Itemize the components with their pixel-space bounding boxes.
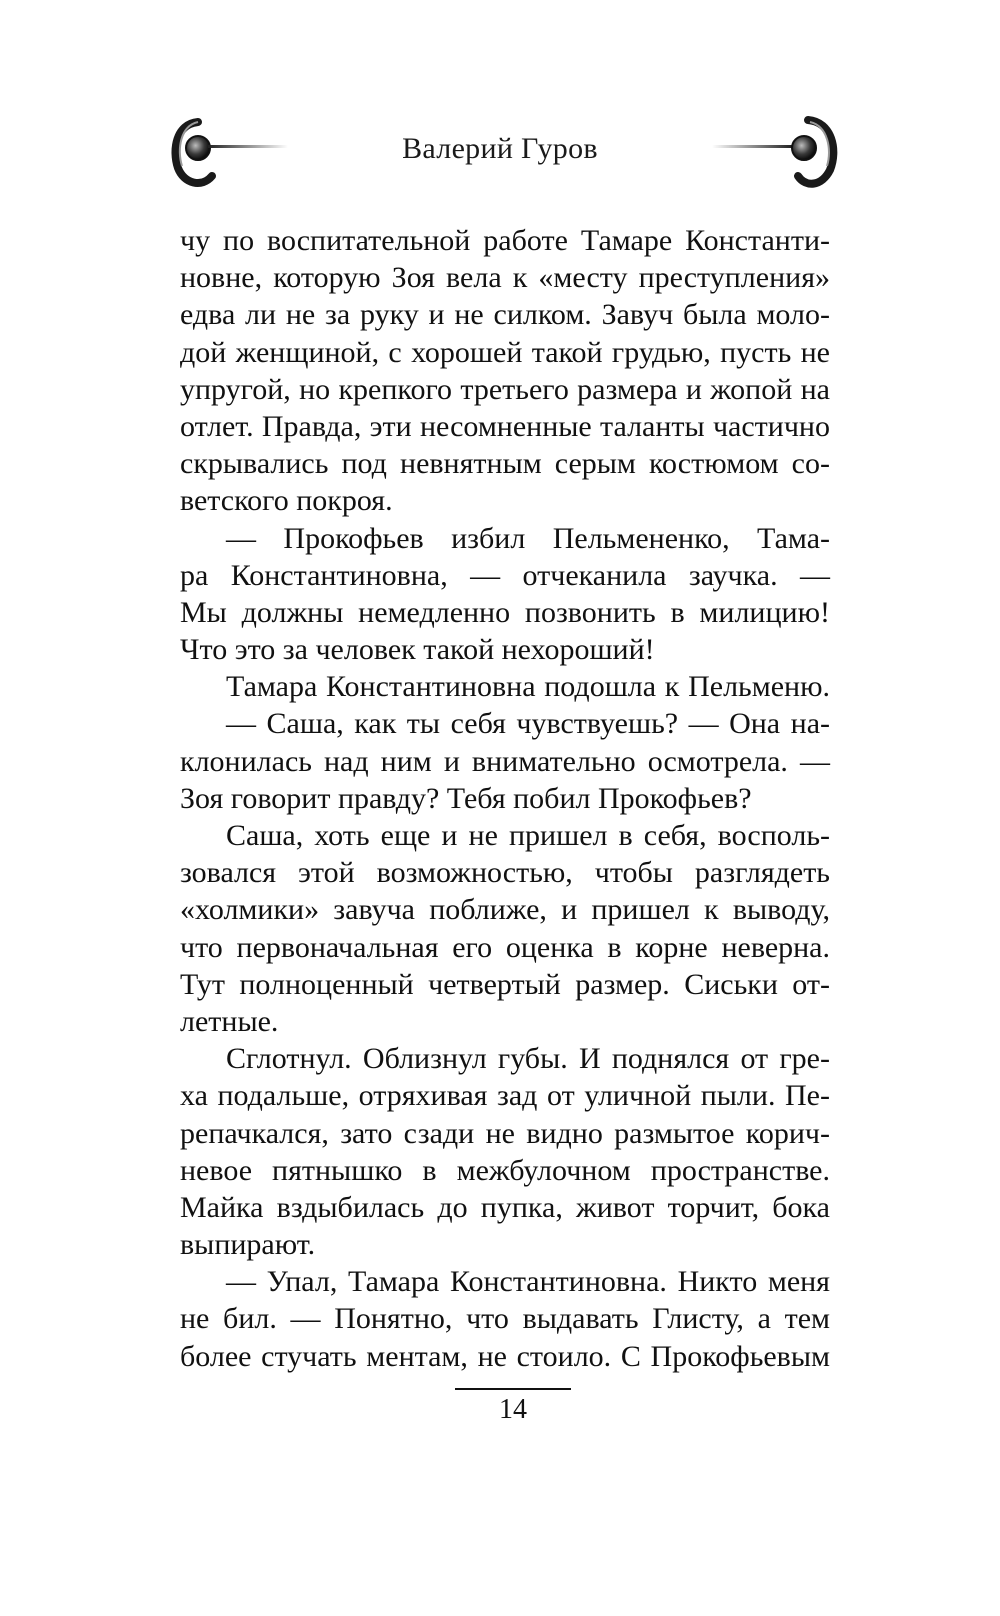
text-line: выпирают. xyxy=(180,1228,316,1262)
text-line: Сглотнул. Облизнул губы. И поднялся от гре- xyxy=(226,1042,830,1076)
text-line: дой женщиной, с хорошей такой грудью, пусть не xyxy=(180,335,830,369)
running-header xyxy=(0,112,1000,202)
text-line: скрывались под невнятным серым костюмом со- xyxy=(180,447,830,481)
text-line: невое пятнышко в межбулочном пространстве. xyxy=(180,1153,830,1187)
text-line: едва ли не за руку и не силком. Завуч была моло- xyxy=(180,298,830,332)
text-line: новне, которую Зоя вела к «месту преступления» xyxy=(180,261,830,295)
text-line: — Прокофьев избил Пельмененко, Тама- xyxy=(226,521,830,555)
text-line: Саша, хоть еще и не пришел в себя, восполь- xyxy=(226,819,830,852)
text-line: — Саша, как ты себя чувствуешь? — Она на- xyxy=(226,707,830,741)
text-line: чу по воспитательной работе Тамаре Константи- xyxy=(180,224,830,257)
text-line: Тамара Константиновна подошла к Пельменю. xyxy=(226,670,830,704)
text-line: клонилась над ним и внимательно осмотрела. — xyxy=(180,744,830,778)
author-name: Валерий Гуров xyxy=(402,132,598,165)
text-line: что первоначальная его оценка в корне неверна. xyxy=(180,930,830,964)
text-line: Тут полноценный четвертый размер. Сиськи от- xyxy=(180,967,830,1001)
right-ornament-icon xyxy=(712,112,842,202)
text-line: Зоя говорит правду? Тебя побил Прокофьев? xyxy=(180,781,752,815)
text-line: ветского покроя. xyxy=(180,484,393,518)
text-line: «холмики» завуча поближе, и пришел к выводу, xyxy=(180,893,830,927)
text-line: ха подальше, отряхивая зад от уличной пыли. Пе- xyxy=(180,1079,830,1113)
text-line: упругой, но крепкого третьего размера и жопой на xyxy=(180,372,830,406)
text-line: Майка вздыбилась до пупка, живот торчит, бока xyxy=(180,1190,830,1224)
text-line: репачкался, зато сзади не видно размытое корич- xyxy=(180,1116,830,1150)
text-line: Что это за человек такой нехороший! xyxy=(180,633,655,667)
text-line: отлет. Правда, эти несомненные таланты частично xyxy=(180,409,830,443)
footer-rule xyxy=(455,1388,571,1390)
text-line: — Упал, Тамара Константиновна. Никто меня xyxy=(226,1265,830,1299)
page-footer xyxy=(455,1388,571,1426)
text-line: более стучать ментам, не стоило. С Прокофьевым xyxy=(180,1339,830,1373)
text-line: не бил. — Понятно, что выдавать Глисту, а тем xyxy=(180,1302,830,1336)
text-line: летные. xyxy=(180,1004,279,1038)
text-line: зовался этой возможностью, чтобы разглядеть xyxy=(180,856,830,890)
text-line: ра Константиновна, — отчеканила заучка. — xyxy=(180,558,830,592)
page-body xyxy=(180,222,830,1375)
page-number: 14 xyxy=(499,1394,527,1425)
text-line: Мы должны немедленно позвонить в милицию! xyxy=(180,595,830,629)
